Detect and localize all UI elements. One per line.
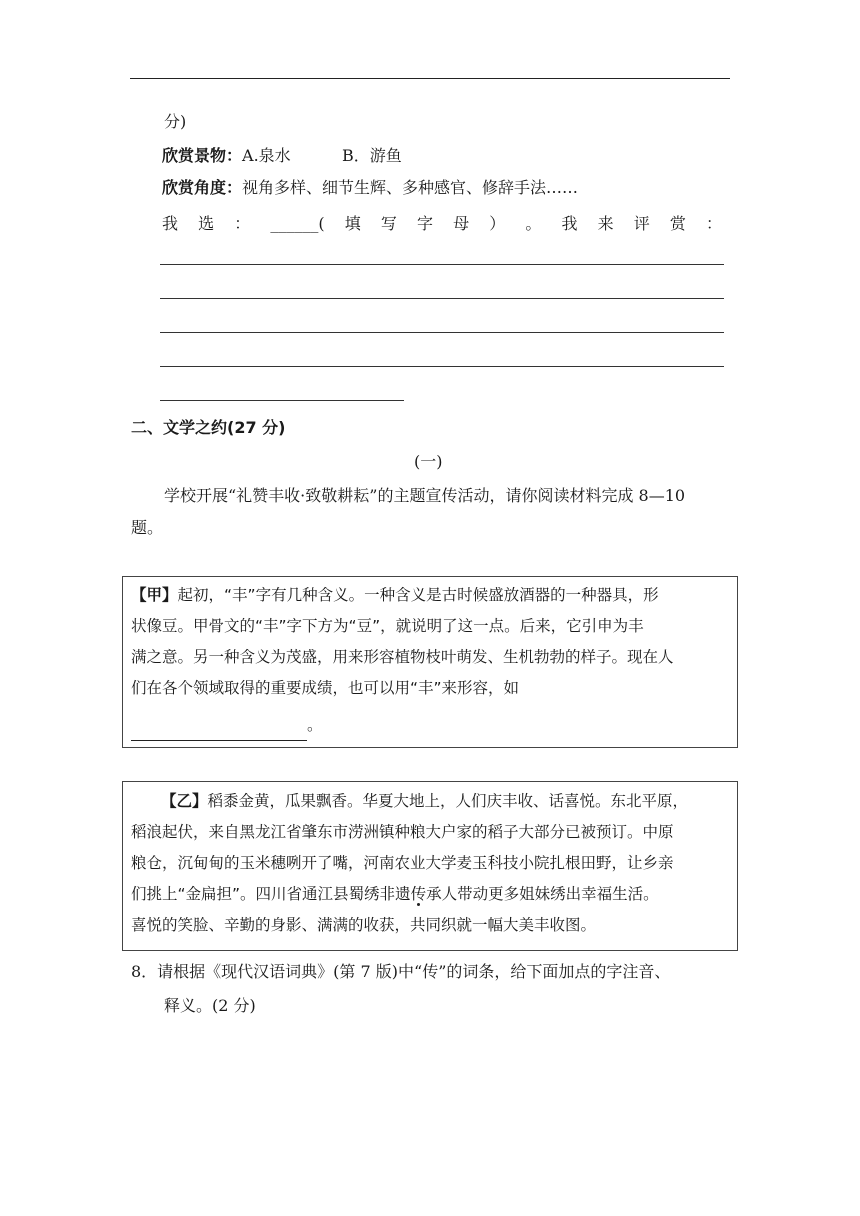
section-title: 二、文学之约(27 分)	[131, 418, 286, 437]
choose-char: 。	[525, 214, 542, 233]
choose-row	[162, 214, 722, 234]
answer-line[interactable]	[160, 298, 724, 299]
material-jia-line	[131, 580, 737, 611]
angle-row	[162, 178, 578, 198]
scenery-label: 欣赏景物：	[162, 146, 243, 165]
scenery-row	[162, 146, 402, 166]
material-jia-text: 起初，“丰”字有几种含义。一种含义是古时候盛放酒器的一种器具，形	[177, 586, 659, 604]
material-yi-line	[131, 879, 737, 910]
material-yi-line: 稻浪起伏，来自黑龙江省肇东市涝洲镇种粮大户家的稻子大部分已被预订。中原	[131, 823, 674, 841]
answer-line[interactable]	[160, 366, 724, 367]
material-yi-text: 稻黍金黄，瓜果飘香。华夏大地上，人们庆丰收、话喜悦。东北平原，	[207, 792, 689, 810]
choose-char: ：	[705, 214, 722, 233]
choose-char: 赏	[669, 214, 686, 233]
scenery-option-a: A.泉水	[242, 146, 291, 165]
choose-char: 我	[162, 214, 179, 233]
question-8-line1: 8．请根据《现代汉语词典》(第 7 版)中“传”的词条，给下面加点的字注音、	[131, 962, 671, 981]
fill-blank[interactable]	[131, 720, 307, 741]
choose-char: 评	[633, 214, 650, 233]
answer-line-short[interactable]	[160, 400, 404, 401]
material-yi-text: 承人带动更多姐妹绣出幸福生活。	[426, 885, 659, 903]
material-jia-box	[122, 576, 738, 748]
material-jia-end: 。	[307, 716, 323, 734]
choose-blank[interactable]: ______(	[270, 214, 325, 233]
scenery-option-b: B．游鱼	[342, 146, 402, 165]
material-jia-line: 们在各个领域取得的重要成绩，也可以用“丰”来形容，如	[131, 679, 520, 697]
material-yi-tag: 【乙】	[161, 792, 208, 810]
section-intro-line1: 学校开展“礼赞丰收·致敬耕耘”的主题宣传活动，请你阅读材料完成 8—10	[164, 486, 686, 505]
choose-char: ：	[234, 214, 251, 233]
angle-text: 视角多样、细节生辉、多种感官、修辞手法……	[242, 178, 579, 197]
choose-char: 我	[561, 214, 578, 233]
section-intro-line2: 题。	[131, 518, 164, 537]
choose-char: 字	[416, 214, 433, 233]
answer-line[interactable]	[160, 332, 724, 333]
question-7-score-close: 分)	[164, 112, 187, 131]
choose-char: 母	[453, 214, 470, 233]
choose-char: 选	[198, 214, 215, 233]
material-jia-line: 状像豆。甲骨文的“丰”字下方为“豆”，就说明了这一点。后来，它引申为丰	[131, 617, 644, 635]
choose-char: 填	[344, 214, 361, 233]
material-jia-line: 满之意。另一种含义为茂盛，用来形容植物枝叶萌发、生机勃勃的样子。现在人	[131, 648, 674, 666]
material-jia-tag: 【甲】	[131, 586, 178, 604]
material-jia-fill-row	[131, 710, 737, 741]
choose-char: 写	[380, 214, 397, 233]
material-yi-line: 粮仓，沉甸甸的玉米穗咧开了嘴，河南农业大学麦玉科技小院扎根田野，让乡亲	[131, 854, 674, 872]
answer-line[interactable]	[160, 264, 724, 265]
material-yi-text: 们挑上“金扁担”。四川省通江县蜀绣非遗	[131, 885, 411, 903]
material-yi-box	[122, 781, 738, 951]
choose-char: ）	[489, 214, 506, 233]
section-subtitle: (一)	[414, 452, 443, 471]
question-8-line2: 释义。(2 分)	[164, 996, 256, 1015]
header-rule	[130, 78, 730, 79]
material-yi-line	[131, 786, 737, 817]
angle-label: 欣赏角度：	[162, 178, 243, 197]
material-yi-line: 喜悦的笑脸、辛勤的身影、满满的收获，共同织就一幅大美丰收图。	[131, 916, 597, 934]
choose-char: 来	[597, 214, 614, 233]
dotted-character: 传	[410, 885, 427, 903]
